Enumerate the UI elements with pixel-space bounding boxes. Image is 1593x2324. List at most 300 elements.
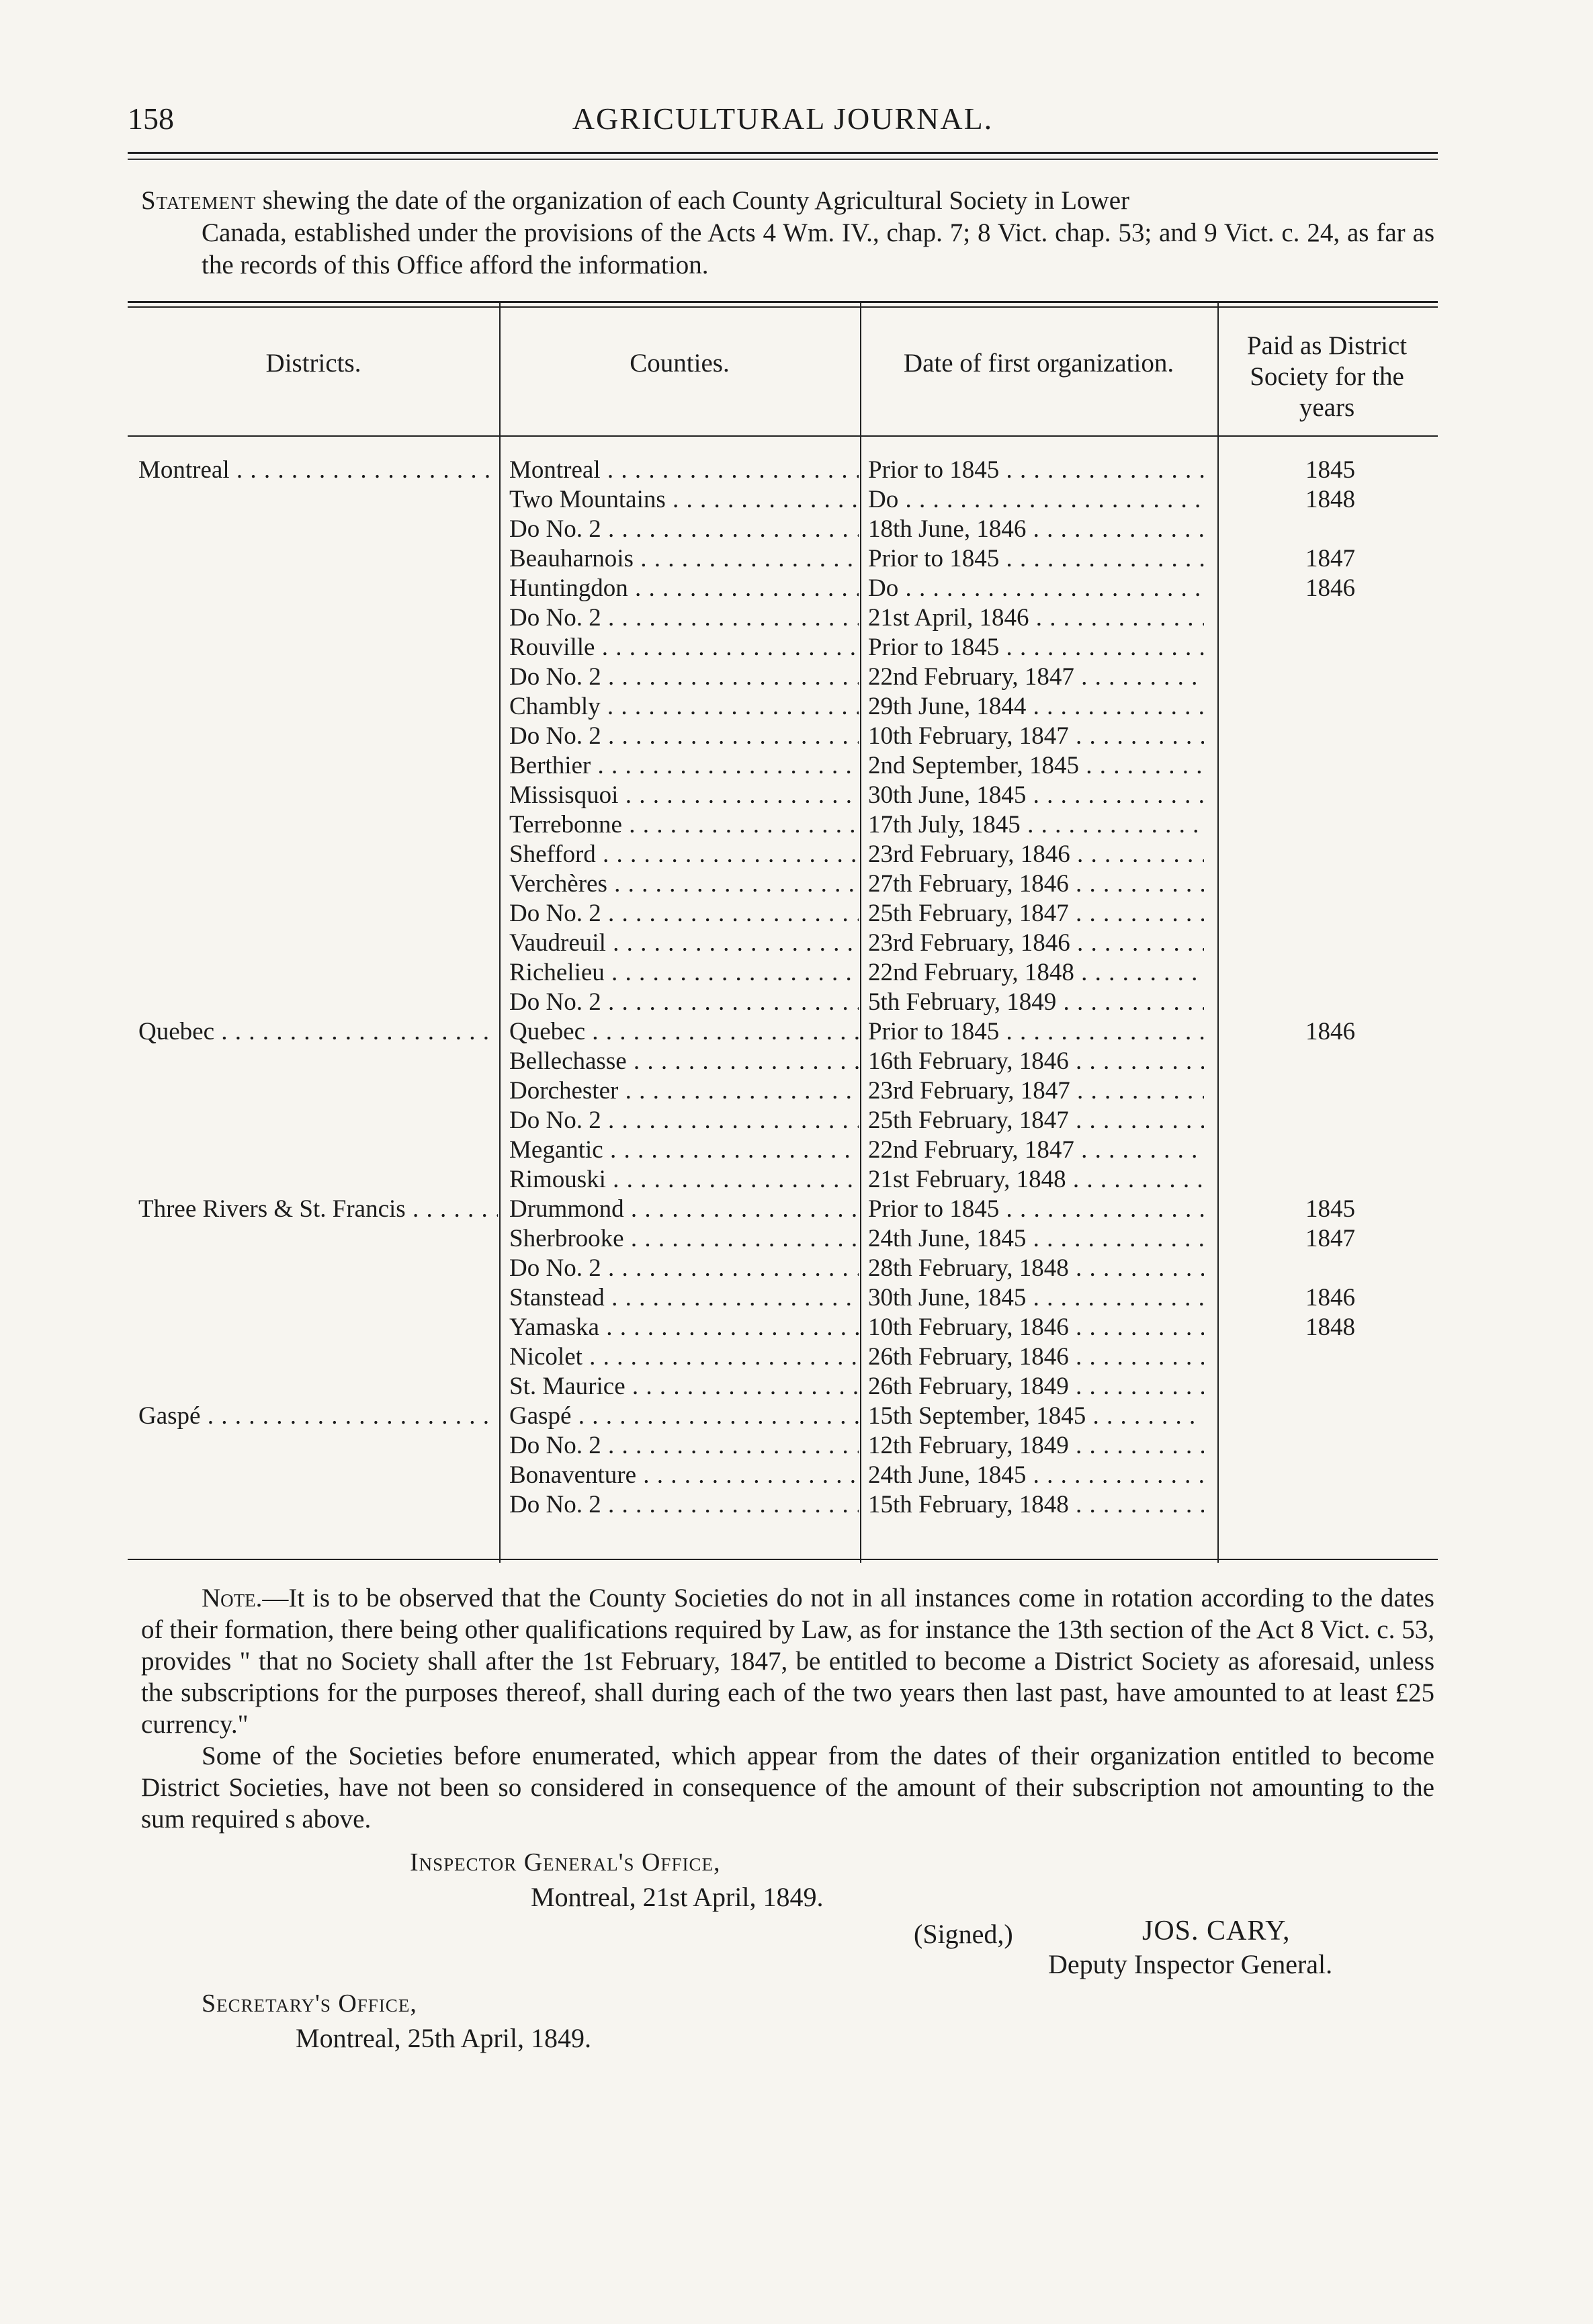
journal-title: AGRICULTURAL JOURNAL. (572, 101, 994, 136)
date-cell-text: 10th February, 1847 (868, 722, 1069, 750)
date-cell (868, 781, 1204, 810)
county-cell (509, 1342, 859, 1372)
leader-dots (601, 663, 859, 691)
county-cell-text: Two Mountains (509, 486, 666, 513)
leader-dots (1074, 959, 1204, 986)
date-cell-text: 27th February, 1846 (868, 870, 1069, 898)
table-row (128, 1047, 1438, 1076)
table-row (128, 544, 1438, 574)
leader-dots (214, 1018, 498, 1045)
leader-dots (601, 515, 859, 543)
district-cell-text: Quebec (138, 1018, 214, 1045)
date-cell-text: 24th June, 1845 (868, 1461, 1027, 1489)
date-cell (868, 1402, 1204, 1431)
office-line-1: Inspector General's Office, (410, 1848, 721, 1877)
district-cell-text: Gaspé (138, 1402, 201, 1430)
date-cell-text: 23rd February, 1846 (868, 841, 1070, 868)
paid-cell-text: 1845 (1305, 1195, 1355, 1223)
county-cell (509, 1224, 859, 1254)
table-row (128, 515, 1438, 544)
leader-dots (406, 1195, 498, 1223)
leader-dots (1069, 870, 1204, 898)
leader-dots (601, 604, 859, 632)
note-text-1: —It is to be observed that the County Societies do not in all instances come in rotation according to the dates of their formation, there being other qualifications required by Law, as for instance the 13th section of the Act 8 Vict. c. 53, provides " that no Society shall after the 1st February, 1847, be entitled to become a District Society as aforesaid, unless the subscriptions for the purposes thereof, shall during each of the two years then last past, have amounted to at least £25 currency." (141, 1584, 1434, 1739)
county-cell-text: Do No. 2 (509, 900, 601, 927)
county-cell (509, 958, 859, 988)
county-cell-text: Bonaventure (509, 1461, 637, 1489)
societies-table (128, 301, 1438, 1563)
leader-dots (1021, 811, 1204, 838)
county-cell-text: Do No. 2 (509, 722, 601, 750)
county-cell (509, 988, 859, 1017)
date-cell (868, 751, 1204, 781)
date-cell-text: 22nd February, 1848 (868, 959, 1074, 986)
table-row (128, 1372, 1438, 1402)
date-cell-text: 26th February, 1846 (868, 1343, 1069, 1371)
county-cell (509, 722, 859, 751)
county-cell-text: Berthier (509, 752, 591, 779)
leader-dots (628, 574, 859, 602)
leader-dots (603, 1136, 859, 1164)
leader-dots (624, 1195, 859, 1223)
leader-dots (606, 1166, 859, 1193)
note-paragraph-1 (141, 1582, 1434, 1740)
date-cell (868, 1431, 1204, 1461)
table-body (128, 456, 1438, 1520)
leader-dots (591, 752, 859, 779)
page-number: 158 (128, 101, 174, 136)
table-row (128, 869, 1438, 899)
paid-cell-text: 1848 (1305, 1314, 1355, 1341)
table-row (128, 1431, 1438, 1461)
leader-dots (230, 456, 498, 484)
header-rule-bottom (128, 159, 1438, 160)
date-cell (868, 1106, 1204, 1135)
table-row (128, 1313, 1438, 1342)
date-cell (868, 1195, 1204, 1224)
leader-dots (596, 841, 859, 868)
date-cell-text: 25th February, 1847 (868, 1107, 1069, 1134)
leader-dots (1070, 929, 1204, 957)
table-row (128, 633, 1438, 662)
county-cell (509, 1313, 859, 1342)
table-row (128, 1165, 1438, 1195)
date-cell (868, 515, 1204, 544)
leader-dots (601, 722, 859, 750)
date-cell-text: 26th February, 1849 (868, 1373, 1069, 1400)
district-cell (138, 456, 498, 485)
table-row (128, 456, 1438, 485)
date-cell (868, 988, 1204, 1017)
table-row (128, 722, 1438, 751)
leader-dots (1026, 1284, 1204, 1311)
paid-cell (1223, 574, 1438, 603)
county-cell-text: St. Maurice (509, 1373, 626, 1400)
county-cell (509, 1461, 859, 1490)
county-cell-text: Richelieu (509, 959, 605, 986)
paid-cell (1223, 1283, 1438, 1313)
county-cell-text: Do No. 2 (509, 1432, 601, 1459)
date-cell-text: 30th June, 1845 (868, 781, 1027, 809)
table-row (128, 603, 1438, 633)
date-cell (868, 692, 1204, 722)
county-cell-text: Sherbrooke (509, 1225, 624, 1252)
county-cell (509, 1372, 859, 1402)
leader-dots (1026, 693, 1204, 720)
leader-dots (999, 1195, 1204, 1223)
county-cell-text: Huntingdon (509, 574, 628, 602)
county-cell-text: Shefford (509, 841, 596, 868)
leader-dots (1066, 1166, 1204, 1193)
date-cell (868, 840, 1204, 869)
county-cell-text: Do No. 2 (509, 1491, 601, 1518)
county-cell (509, 810, 859, 840)
date-cell-text: 10th February, 1846 (868, 1314, 1069, 1341)
date-cell (868, 456, 1204, 485)
date-cell-text: 12th February, 1849 (868, 1432, 1069, 1459)
header-paid: Paid as District Society for the years (1246, 331, 1408, 422)
county-cell (509, 1254, 859, 1283)
date-cell-text: 21st April, 1846 (868, 604, 1029, 632)
paid-cell-text: 1847 (1305, 545, 1355, 572)
leader-dots (999, 1018, 1204, 1045)
date-cell (868, 1283, 1204, 1313)
county-cell-text: Rouville (509, 634, 595, 661)
date-cell (868, 1017, 1204, 1047)
leader-dots (999, 634, 1204, 661)
leader-dots (1056, 988, 1204, 1016)
leader-dots (1029, 604, 1205, 632)
paid-cell-text: 1848 (1305, 486, 1355, 513)
leader-dots (1069, 1107, 1204, 1134)
leader-dots (200, 1402, 498, 1430)
signer-name: JOS. CARY, (1142, 1916, 1291, 1946)
table-row (128, 810, 1438, 840)
county-cell-text: Do No. 2 (509, 515, 601, 543)
leader-dots (601, 456, 859, 484)
county-cell (509, 781, 859, 810)
district-cell (138, 1017, 498, 1047)
date-cell-text: Prior to 1845 (868, 456, 1000, 484)
leader-dots (1069, 1343, 1204, 1371)
paid-cell (1223, 1195, 1438, 1224)
county-cell (509, 1195, 859, 1224)
office-line-2: Secretary's Office, (202, 1989, 417, 2018)
county-cell (509, 899, 859, 929)
table-row (128, 1017, 1438, 1047)
district-cell-text: Three Rivers & St. Francis (138, 1195, 406, 1223)
paid-cell-text: 1846 (1305, 1018, 1355, 1045)
leader-dots (1074, 663, 1204, 691)
county-cell (509, 662, 859, 692)
leader-dots (601, 1432, 859, 1459)
leader-dots (1069, 722, 1204, 750)
table-row (128, 929, 1438, 958)
date-cell (868, 810, 1204, 840)
table-row (128, 1106, 1438, 1135)
county-cell-text: Beauharnois (509, 545, 634, 572)
table-row (128, 751, 1438, 781)
date-cell-text: 2nd September, 1845 (868, 752, 1079, 779)
date-cell (868, 633, 1204, 662)
leader-dots (1070, 1077, 1204, 1105)
leader-dots (605, 959, 859, 986)
table-row (128, 692, 1438, 722)
note-section (141, 1582, 1434, 1835)
leader-dots (571, 1402, 859, 1430)
date-cell (868, 1313, 1204, 1342)
date-cell-text: 28th February, 1848 (868, 1254, 1069, 1282)
paid-cell-text: 1846 (1305, 574, 1355, 602)
table-row (128, 781, 1438, 810)
table-bottom-rule (128, 1559, 1438, 1560)
date-cell-text: 15th February, 1848 (868, 1491, 1069, 1518)
leader-dots (999, 545, 1204, 572)
leader-dots (626, 1373, 859, 1400)
leader-dots (595, 634, 859, 661)
leader-dots (583, 1343, 859, 1371)
date-cell-text: Prior to 1845 (868, 545, 1000, 572)
leader-dots (1069, 900, 1204, 927)
table-row (128, 574, 1438, 603)
leader-dots (1070, 841, 1204, 868)
leader-dots (601, 1254, 859, 1282)
date-cell-text: 22nd February, 1847 (868, 1136, 1074, 1164)
district-cell-text: Montreal (138, 456, 230, 484)
leader-dots (1069, 1491, 1204, 1518)
date-cell (868, 662, 1204, 692)
date-cell-text: Prior to 1845 (868, 1195, 1000, 1223)
date-cell (868, 958, 1204, 988)
signer-title: Deputy Inspector General. (1048, 1949, 1333, 1979)
date-cell (868, 485, 1204, 515)
date-line-1: Montreal, 21st April, 1849. (531, 1882, 824, 1912)
county-cell-text: Gaspé (509, 1402, 572, 1430)
county-cell (509, 1076, 859, 1106)
date-cell-text: 23rd February, 1846 (868, 929, 1070, 957)
paid-cell (1223, 1224, 1438, 1254)
date-cell-text: 18th June, 1846 (868, 515, 1027, 543)
leader-dots (1079, 752, 1204, 779)
county-cell-text: Stanstead (509, 1284, 605, 1311)
paid-cell-text: 1846 (1305, 1284, 1355, 1311)
paid-cell (1223, 485, 1438, 515)
leader-dots (601, 1107, 859, 1134)
county-cell-text: Megantic (509, 1136, 603, 1164)
paid-cell (1223, 1017, 1438, 1047)
leader-dots (622, 811, 859, 838)
header-date: Date of first organization. (903, 349, 1174, 378)
date-cell-text: 24th June, 1845 (868, 1225, 1027, 1252)
county-cell (509, 456, 859, 485)
date-cell (868, 1047, 1204, 1076)
leader-dots (1069, 1314, 1204, 1341)
leader-dots (601, 1491, 859, 1518)
table-row (128, 1342, 1438, 1372)
table-row (128, 1490, 1438, 1520)
leader-dots (1069, 1254, 1204, 1282)
leader-dots (601, 693, 859, 720)
date-cell-text: Do (868, 574, 899, 602)
county-cell (509, 1490, 859, 1520)
county-cell (509, 692, 859, 722)
leader-dots (666, 486, 859, 513)
leader-dots (636, 1461, 859, 1489)
leader-dots (898, 486, 1204, 513)
date-cell-text: Prior to 1845 (868, 1018, 1000, 1045)
table-row (128, 840, 1438, 869)
header-districts: Districts. (265, 349, 361, 378)
table-row (128, 1461, 1438, 1490)
signed-label: (Signed,) (914, 1919, 1013, 1949)
leader-dots (627, 1047, 859, 1075)
county-cell-text: Missisquoi (509, 781, 619, 809)
table-row (128, 1195, 1438, 1224)
header-rule (128, 435, 1438, 437)
leader-dots (1026, 1461, 1204, 1489)
table-row (128, 1135, 1438, 1165)
leader-dots (585, 1018, 859, 1045)
statement-paragraph (141, 185, 1434, 282)
date-cell-text: 5th February, 1849 (868, 988, 1057, 1016)
leader-dots (599, 1314, 859, 1341)
county-cell-text: Nicolet (509, 1343, 583, 1371)
note-paragraph-2: Some of the Societies before enumerated, which appear from the dates of their organization entitled to become District Societies, have not been so considered in consequence of the amount of their subscription not amounting to the sum required s above. (141, 1741, 1434, 1834)
leader-dots (601, 900, 859, 927)
header-rule-top (128, 152, 1438, 154)
date-cell (868, 722, 1204, 751)
leader-dots (1069, 1432, 1204, 1459)
county-cell (509, 869, 859, 899)
county-cell-text: Verchères (509, 870, 607, 898)
statement-continuation: Canada, established under the provisions of the Acts 4 Wm. IV., chap. 7; 8 Vict. chap. 53; and 9 Vict. c. 24, as far as the records of this Office afford the information. (202, 218, 1434, 279)
table-row (128, 485, 1438, 515)
date-cell (868, 1461, 1204, 1490)
table-row (128, 1224, 1438, 1254)
date-cell (868, 869, 1204, 899)
date-cell-text: 16th February, 1846 (868, 1047, 1069, 1075)
county-cell-text: Do No. 2 (509, 663, 601, 691)
date-cell-text: 17th July, 1845 (868, 811, 1021, 838)
county-cell-text: Do No. 2 (509, 988, 601, 1016)
county-cell-text: Drummond (509, 1195, 624, 1223)
county-cell (509, 1165, 859, 1195)
page-header (128, 101, 1438, 141)
county-cell (509, 1106, 859, 1135)
table-row (128, 988, 1438, 1017)
table-row (128, 1402, 1438, 1431)
header-counties: Counties. (630, 349, 730, 378)
county-cell (509, 633, 859, 662)
date-cell-text: 30th June, 1845 (868, 1284, 1027, 1311)
date-cell-text: 29th June, 1844 (868, 693, 1027, 720)
leader-dots (601, 988, 859, 1016)
leader-dots (606, 929, 859, 957)
paid-cell (1223, 456, 1438, 485)
county-cell-text: Montreal (509, 456, 601, 484)
date-cell (868, 929, 1204, 958)
date-cell-text: Prior to 1845 (868, 634, 1000, 661)
date-cell (868, 1224, 1204, 1254)
district-cell (138, 1195, 498, 1224)
date-cell-text: Do (868, 486, 899, 513)
leader-dots (624, 1225, 859, 1252)
date-line-2: Montreal, 25th April, 1849. (296, 2023, 591, 2053)
date-cell (868, 574, 1204, 603)
date-cell (868, 899, 1204, 929)
county-cell (509, 1283, 859, 1313)
leader-dots (999, 456, 1204, 484)
county-cell (509, 603, 859, 633)
county-cell (509, 751, 859, 781)
note-label: Note. (202, 1584, 263, 1612)
date-cell (868, 544, 1204, 574)
county-cell-text: Do No. 2 (509, 1107, 601, 1134)
county-cell-text: Bellechasse (509, 1047, 627, 1075)
county-cell-text: Dorchester (509, 1077, 619, 1105)
county-cell (509, 1017, 859, 1047)
county-cell-text: Quebec (509, 1018, 585, 1045)
date-cell-text: 22nd February, 1847 (868, 663, 1074, 691)
date-cell-text: 25th February, 1847 (868, 900, 1069, 927)
district-cell (138, 1402, 498, 1431)
statement-lead: Statement (141, 186, 257, 215)
county-cell (509, 840, 859, 869)
leader-dots (1026, 1225, 1204, 1252)
date-cell (868, 1342, 1204, 1372)
county-cell-text: Do No. 2 (509, 604, 601, 632)
county-cell-text: Do No. 2 (509, 1254, 601, 1282)
county-cell (509, 1135, 859, 1165)
county-cell-text: Chambly (509, 693, 601, 720)
leader-dots (607, 870, 859, 898)
leader-dots (1069, 1047, 1204, 1075)
date-cell (868, 603, 1204, 633)
date-cell-text: 21st February, 1848 (868, 1166, 1066, 1193)
table-row (128, 1076, 1438, 1106)
county-cell (509, 515, 859, 544)
date-cell (868, 1490, 1204, 1520)
date-cell (868, 1165, 1204, 1195)
table-row (128, 899, 1438, 929)
leader-dots (898, 574, 1204, 602)
leader-dots (634, 545, 859, 572)
county-cell (509, 929, 859, 958)
leader-dots (1069, 1373, 1204, 1400)
leader-dots (618, 781, 859, 809)
paid-cell (1223, 1313, 1438, 1342)
county-cell-text: Vaudreuil (509, 929, 606, 957)
county-cell-text: Terrebonne (509, 811, 622, 838)
date-cell-text: 15th September, 1845 (868, 1402, 1086, 1430)
county-cell (509, 574, 859, 603)
date-cell (868, 1372, 1204, 1402)
county-cell (509, 1402, 859, 1431)
county-cell (509, 485, 859, 515)
county-cell (509, 1047, 859, 1076)
leader-dots (1026, 515, 1204, 543)
county-cell-text: Yamaska (509, 1314, 599, 1341)
leader-dots (618, 1077, 859, 1105)
date-cell (868, 1254, 1204, 1283)
table-row (128, 1283, 1438, 1313)
leader-dots (1074, 1136, 1204, 1164)
paid-cell-text: 1845 (1305, 456, 1355, 484)
statement-text: shewing the date of the organization of each County Agricultural Society in Lower (262, 186, 1130, 215)
date-cell (868, 1135, 1204, 1165)
date-cell (868, 1076, 1204, 1106)
paid-cell-text: 1847 (1305, 1225, 1355, 1252)
